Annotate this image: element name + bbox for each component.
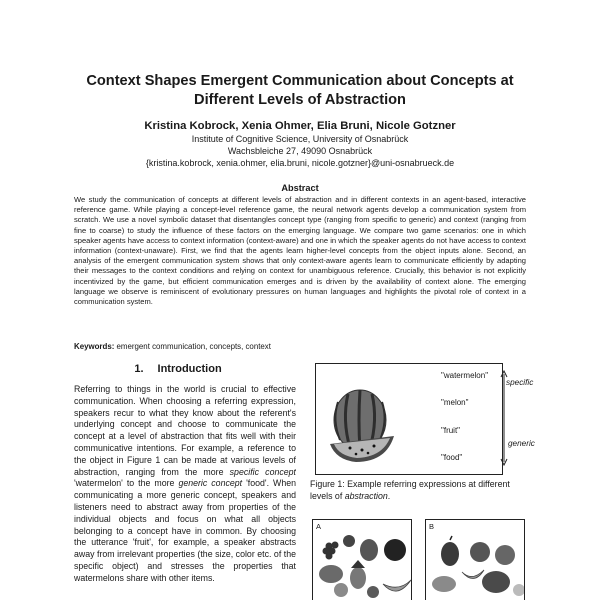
caption-text-2: .: [387, 491, 391, 501]
intro-text-1: Referring to things in the world is crucial to effective communication. When choosing a referring expression, speakers recur to what they know about the referent's underlying concept and choose to communicate the concept at a level of abstraction that fits well with their communicative intentions. For example, a reference to the object in Figure 1 can be made at various levels of abstraction, ranging from the more: [74, 384, 296, 477]
fruit-collage-b: [426, 520, 525, 600]
expression-melon: "melon": [441, 398, 469, 407]
apple-icon: [384, 539, 406, 561]
figure-1-caption: [310, 478, 532, 502]
paper-title: [40, 72, 560, 110]
watermelon-icon: [324, 386, 404, 466]
lemon-icon: [334, 583, 348, 597]
keywords-text: emergent communication, concepts, context: [116, 342, 271, 351]
email-list: {kristina.kobrock, xenia.ohmer, elia.bruni, nicole.gotzner}@uni-osnabrueck.de: [145, 158, 455, 168]
apple-icon: [470, 542, 490, 562]
figure-2-panel-b: [425, 519, 525, 600]
abstract-heading: Abstract: [281, 183, 319, 193]
lemon-icon: [513, 584, 525, 596]
affiliation: Institute of Cognitive Science, University of Osnabrück: [191, 134, 409, 144]
expression-food: "food": [441, 453, 463, 462]
panel-a-label: A: [316, 522, 322, 531]
section-heading: [74, 363, 296, 375]
section-title: Introduction: [157, 363, 222, 375]
keywords: [74, 342, 526, 352]
intro-emphasis-specific: specific concept: [229, 466, 296, 477]
banana-icon: [462, 570, 484, 579]
figure-1: [315, 363, 503, 475]
author-list: Kristina Kobrock, Xenia Ohmer, Elia Bruni, Nicole Gotzner: [144, 120, 456, 132]
expression-watermelon: "watermelon": [441, 371, 489, 380]
fruit-collage-a: [313, 520, 412, 600]
specific-label: specific: [506, 378, 534, 387]
grapes-icon: [323, 542, 339, 560]
orange-icon: [495, 545, 515, 565]
intro-paragraph: [74, 384, 296, 600]
section-number: 1.: [134, 363, 144, 375]
pear-icon: [441, 542, 459, 566]
title-line-1: Context Shapes Emergent Communication about Concepts at: [86, 73, 514, 89]
intro-emphasis-generic: generic concept: [178, 478, 243, 489]
generic-label: generic: [508, 439, 535, 448]
watermelon-slice-icon: [432, 576, 456, 592]
caption-emphasis: abstraction: [344, 491, 388, 501]
title-line-2: Different Levels of Abstraction: [194, 92, 406, 108]
abstract-text: We study the communication of concepts at different levels of abstraction and in different contexts in an agent-based, interactive reference game. While playing a concept-level reference game, the neural network agents develop a communication system from scratch. We use a novel symbolic dataset that disentangles concept type (ranging from specific to generic) and context (ranging from fine to coarse) to study the influence of these factors on the emerging language. We compare two game scenarios: one in which speaker agents have access to context information (context-aware) and one in which the speaker agents do not have access to context information (context-unaware). First, we find that the agents learn higher-level concepts from the object inputs alone. Second, an analysis of the emergent communication system shows that only context-aware agents learn to communicate efficiently by adapting their messages to the context conditions and relying on context for unambiguous reference. Crucially, this behavior is not explicitly incentivized by the game, but efficient communication emerges and is driven by the availability of context alone. The emerging language we observe is reminiscent of evolutionary pressures on human languages and highlights the pivotal role of context in a communication system.: [74, 195, 526, 307]
figure-2-panel-a: [312, 519, 412, 600]
caption-text-1: Figure 1: Example referring expressions at different levels of: [310, 479, 510, 501]
expression-fruit: "fruit": [441, 426, 461, 435]
kiwi-icon: [367, 586, 379, 598]
pineapple-icon: [350, 567, 366, 589]
pear-icon: [360, 539, 378, 561]
melon-icon: [482, 571, 510, 593]
banana-icon: [383, 580, 411, 591]
address: Wachsbleiche 27, 49090 Osnabrück: [227, 146, 373, 156]
berry-icon: [343, 535, 355, 547]
melon-icon: [319, 565, 343, 583]
keywords-label: Keywords:: [74, 342, 115, 351]
panel-b-label: B: [429, 522, 435, 531]
intro-text-2: 'watermelon' to the more: [74, 478, 179, 489]
intro-text-3: 'food'. When communicating a more generic concept, speakers and listeners need to abstract away from properties of the individual objects and focus on what all objects belonging to a concept have in common. By choosing the utterance 'fruit', for example, a speaker abstracts away from irrelevant properties (the size, color etc. of the specific object) and stresses the properties that watermelons share with other items.: [74, 478, 296, 583]
